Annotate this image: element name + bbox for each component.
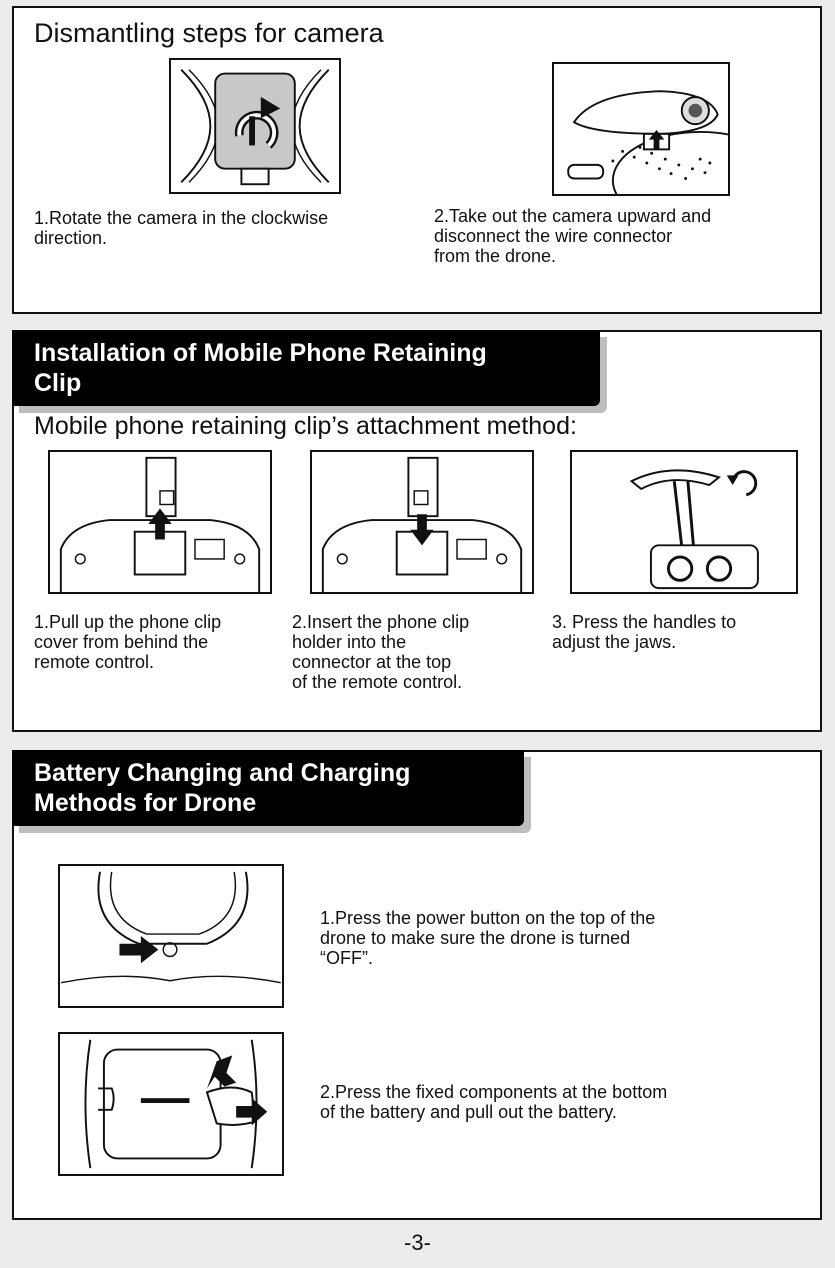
adjust-jaws-illustration [570, 450, 798, 594]
phone-clip-section [12, 330, 822, 732]
camera-dismantling-section [12, 6, 822, 314]
battery-step-1-caption: 1.Press the power button on the top of the drone to make sure the drone is turned “OFF”. [320, 908, 656, 968]
clip-step-1-caption: 1.Pull up the phone clip cover from behind the remote control. [34, 612, 222, 672]
camera-step-2-caption: 2.Take out the camera upward and disconnect the wire connector from the drone. [434, 206, 712, 266]
clip-step-2-caption: 2.Insert the phone clip holder into the connector at the top of the remote control. [292, 612, 470, 692]
power-button-illustration [58, 864, 284, 1008]
pull-up-clip-cover-illustration [48, 450, 272, 594]
phone-clip-section-title: Installation of Mobile Phone Retaining Clip [12, 330, 600, 406]
camera-remove-illustration [552, 62, 730, 196]
battery-section [12, 750, 822, 1220]
battery-section-title: Battery Changing and Charging Methods for Drone [12, 750, 524, 826]
camera-step-1-caption: 1.Rotate the camera in the clockwise direction. [34, 208, 329, 248]
page-number: -3- [404, 1230, 431, 1255]
clockwise-rotate-icon [727, 472, 756, 495]
insert-clip-holder-illustration [310, 450, 534, 594]
right-arrow-icon [119, 936, 158, 963]
clip-step-3-caption: 3. Press the handles to adjust the jaws. [552, 612, 737, 652]
camera-rotate-illustration [169, 58, 341, 194]
remove-battery-illustration [58, 1032, 284, 1176]
camera-section-title: Dismantling steps for camera [34, 18, 384, 48]
battery-step-2-caption: 2.Press the fixed components at the bottom of the battery and pull out the battery. [320, 1082, 668, 1122]
phone-clip-subtitle: Mobile phone retaining clip’s attachment method: [34, 412, 577, 440]
